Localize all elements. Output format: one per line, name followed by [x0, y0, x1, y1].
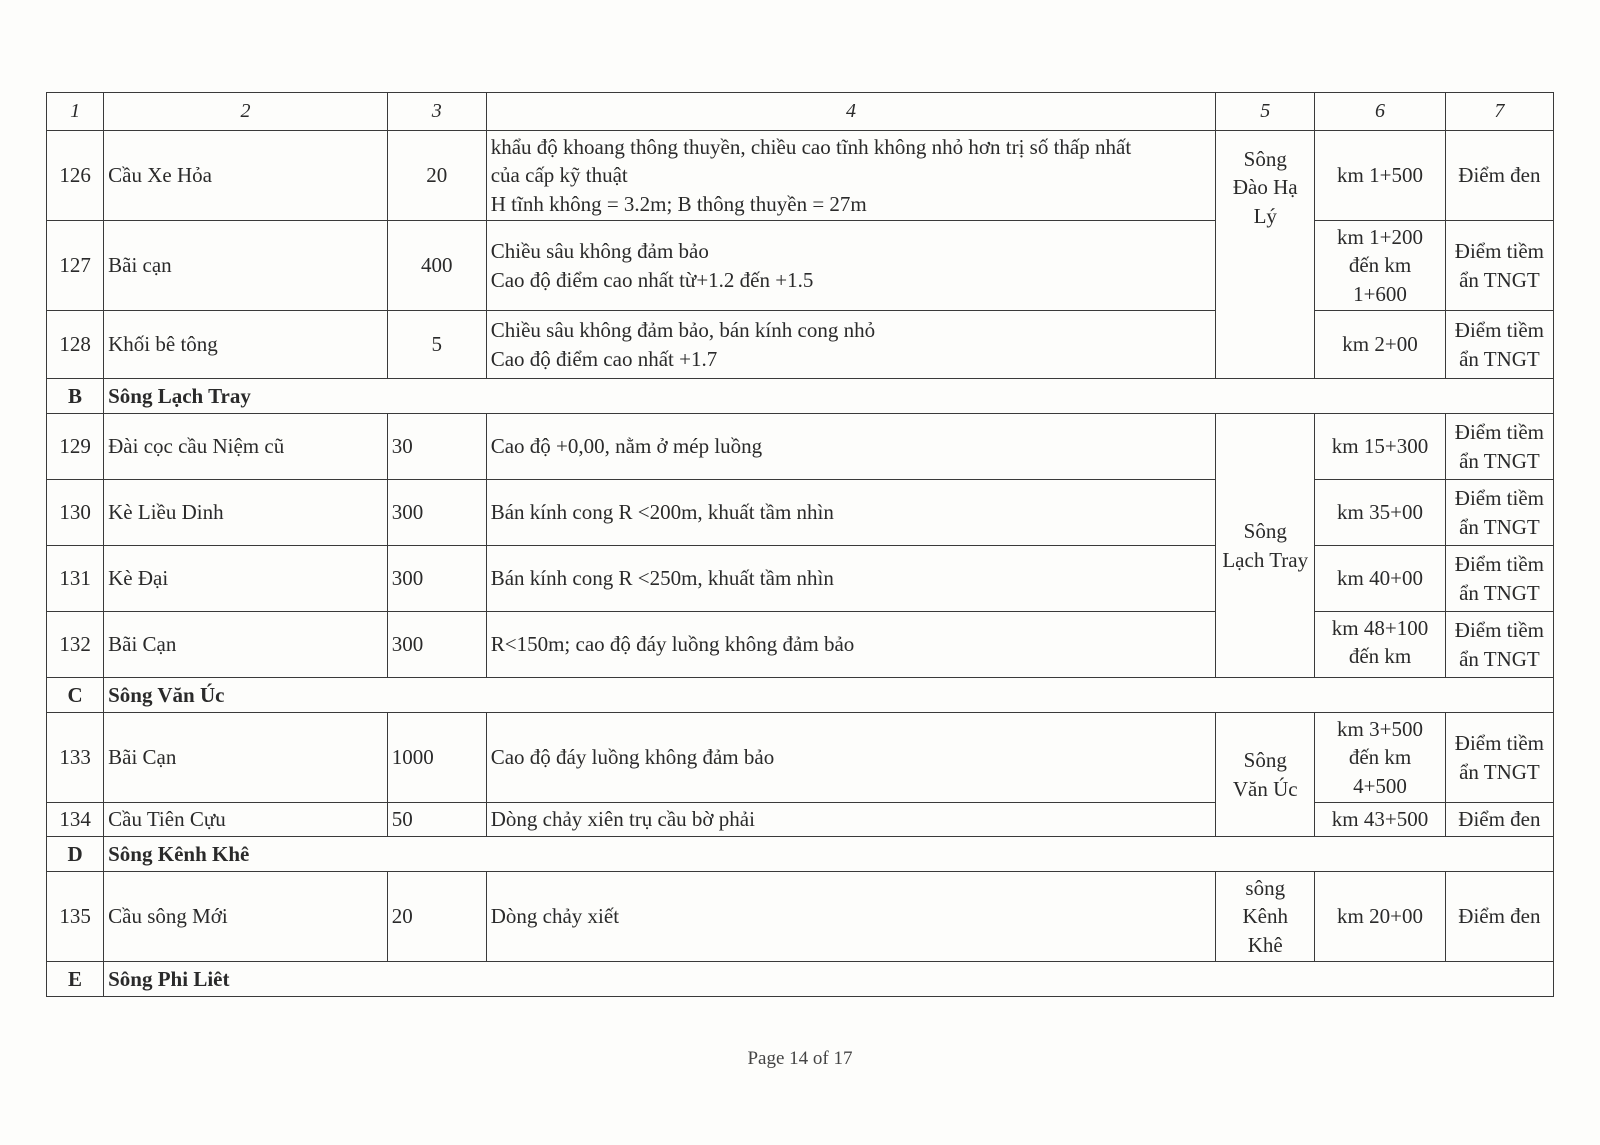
row-length: 50	[387, 803, 486, 837]
row-name: Khối bê tông	[104, 311, 388, 379]
section-code: D	[47, 837, 104, 872]
row-type: Điểm tiềm ẩn TNGT	[1445, 221, 1553, 311]
row-km: km 20+00	[1315, 872, 1446, 962]
section-fill	[1216, 837, 1315, 872]
data-table	[46, 92, 1554, 997]
row-number: 130	[47, 480, 104, 546]
section-title: Sông Văn Úc	[104, 678, 388, 713]
section-fill	[1315, 379, 1446, 414]
row-name: Bãi cạn	[104, 221, 388, 311]
header-row	[47, 93, 1554, 131]
row-description: Dòng chảy xiên trụ cầu bờ phải	[486, 803, 1216, 837]
row-description: Cao độ đáy luồng không đảm bảo	[486, 713, 1216, 803]
row-km: km 40+00	[1315, 546, 1446, 612]
row-number: 126	[47, 131, 104, 221]
header-cell: 5	[1216, 93, 1315, 131]
section-fill	[1315, 678, 1446, 713]
header-cell: 6	[1315, 93, 1446, 131]
section-row	[47, 962, 1554, 997]
row-km: km 1+500	[1315, 131, 1446, 221]
row-number: 129	[47, 414, 104, 480]
table-row	[47, 221, 1554, 311]
row-length: 5	[387, 311, 486, 379]
section-title: Sông Lạch Tray	[104, 379, 388, 414]
section-fill	[1216, 678, 1315, 713]
section-fill	[486, 962, 1216, 997]
section-fill	[1216, 379, 1315, 414]
row-length: 300	[387, 612, 486, 678]
row-km: km 1+200 đến km 1+600	[1315, 221, 1446, 311]
row-number: 134	[47, 803, 104, 837]
section-fill	[1315, 837, 1446, 872]
row-type: Điểm đen	[1445, 803, 1553, 837]
row-number: 132	[47, 612, 104, 678]
section-row	[47, 379, 1554, 414]
row-type: Điểm tiềm ẩn TNGT	[1445, 414, 1553, 480]
row-type: Điểm đen	[1445, 872, 1553, 962]
section-title: Sông Kênh Khê	[104, 837, 388, 872]
row-km: km 3+500 đến km 4+500	[1315, 713, 1446, 803]
row-type: Điểm tiềm ẩn TNGT	[1445, 480, 1553, 546]
row-km: km 2+00	[1315, 311, 1446, 379]
section-row	[47, 837, 1554, 872]
table-row	[47, 612, 1554, 678]
section-code: E	[47, 962, 104, 997]
header-cell: 2	[104, 93, 388, 131]
row-type: Điểm tiềm ẩn TNGT	[1445, 311, 1553, 379]
header-cell: 1	[47, 93, 104, 131]
row-length: 300	[387, 546, 486, 612]
row-name: Kè Liều Dinh	[104, 480, 388, 546]
header-cell: 3	[387, 93, 486, 131]
table-row	[47, 546, 1554, 612]
row-length: 1000	[387, 713, 486, 803]
row-name: Cầu sông Mới	[104, 872, 388, 962]
section-fill	[1216, 962, 1315, 997]
row-description: R<150m; cao độ đáy luồng không đảm bảo	[486, 612, 1216, 678]
row-description: Bán kính cong R <200m, khuất tầm nhìn	[486, 480, 1216, 546]
river-name: Sông Đào Hạ Lý	[1216, 131, 1315, 379]
row-number: 128	[47, 311, 104, 379]
row-name: Bãi Cạn	[104, 713, 388, 803]
section-fill	[486, 379, 1216, 414]
row-length: 20	[387, 131, 486, 221]
row-name: Cầu Xe Hỏa	[104, 131, 388, 221]
row-length: 20	[387, 872, 486, 962]
table-row	[47, 713, 1554, 803]
table-row	[47, 872, 1554, 962]
row-length: 300	[387, 480, 486, 546]
section-fill	[387, 379, 486, 414]
row-description: Chiều sâu không đảm bảo Cao độ điểm cao nhất từ+1.2 đến +1.5	[486, 221, 1216, 311]
row-description: Cao độ +0,00, nằm ở mép luồng	[486, 414, 1216, 480]
section-fill	[486, 678, 1216, 713]
section-code: B	[47, 379, 104, 414]
river-name: Sông Lạch Tray	[1216, 414, 1315, 678]
row-name: Bãi Cạn	[104, 612, 388, 678]
row-number: 127	[47, 221, 104, 311]
section-title: Sông Phi Liêt	[104, 962, 388, 997]
row-km: km 15+300	[1315, 414, 1446, 480]
row-description: khẩu độ khoang thông thuyền, chiều cao tĩnh không nhỏ hơn trị số thấp nhất của cấp kỹ thuật H tĩnh không = 3.2m; B thông thuyền = 27m	[486, 131, 1216, 221]
section-row	[47, 678, 1554, 713]
row-km: km 35+00	[1315, 480, 1446, 546]
row-number: 135	[47, 872, 104, 962]
section-fill	[486, 837, 1216, 872]
row-name: Cầu Tiên Cựu	[104, 803, 388, 837]
row-number: 133	[47, 713, 104, 803]
row-number: 131	[47, 546, 104, 612]
section-fill	[387, 962, 486, 997]
table-row	[47, 414, 1554, 480]
river-name: Sông Văn Úc	[1216, 713, 1315, 837]
row-length: 400	[387, 221, 486, 311]
header-cell: 4	[486, 93, 1216, 131]
row-type: Điểm tiềm ẩn TNGT	[1445, 713, 1553, 803]
table-row	[47, 311, 1554, 379]
section-fill	[1445, 379, 1553, 414]
row-type: Điểm đen	[1445, 131, 1553, 221]
section-fill	[387, 837, 486, 872]
row-description: Bán kính cong R <250m, khuất tầm nhìn	[486, 546, 1216, 612]
river-name: sông Kênh Khê	[1216, 872, 1315, 962]
header-cell: 7	[1445, 93, 1553, 131]
row-km: km 43+500	[1315, 803, 1446, 837]
row-length: 30	[387, 414, 486, 480]
section-fill	[387, 678, 486, 713]
table-row	[47, 131, 1554, 221]
table-row	[47, 803, 1554, 837]
section-fill	[1315, 962, 1446, 997]
row-km: km 48+100 đến km	[1315, 612, 1446, 678]
row-type: Điểm tiềm ẩn TNGT	[1445, 546, 1553, 612]
section-fill	[1445, 678, 1553, 713]
row-name: Đài cọc cầu Niệm cũ	[104, 414, 388, 480]
row-name: Kè Đại	[104, 546, 388, 612]
row-description: Chiều sâu không đảm bảo, bán kính cong nhỏ Cao độ điểm cao nhất +1.7	[486, 311, 1216, 379]
row-type: Điểm tiềm ẩn TNGT	[1445, 612, 1553, 678]
section-fill	[1445, 962, 1553, 997]
section-fill	[1445, 837, 1553, 872]
table-row	[47, 480, 1554, 546]
row-description: Dòng chảy xiết	[486, 872, 1216, 962]
section-code: C	[47, 678, 104, 713]
page-number: Page 14 of 17	[747, 1048, 853, 1069]
